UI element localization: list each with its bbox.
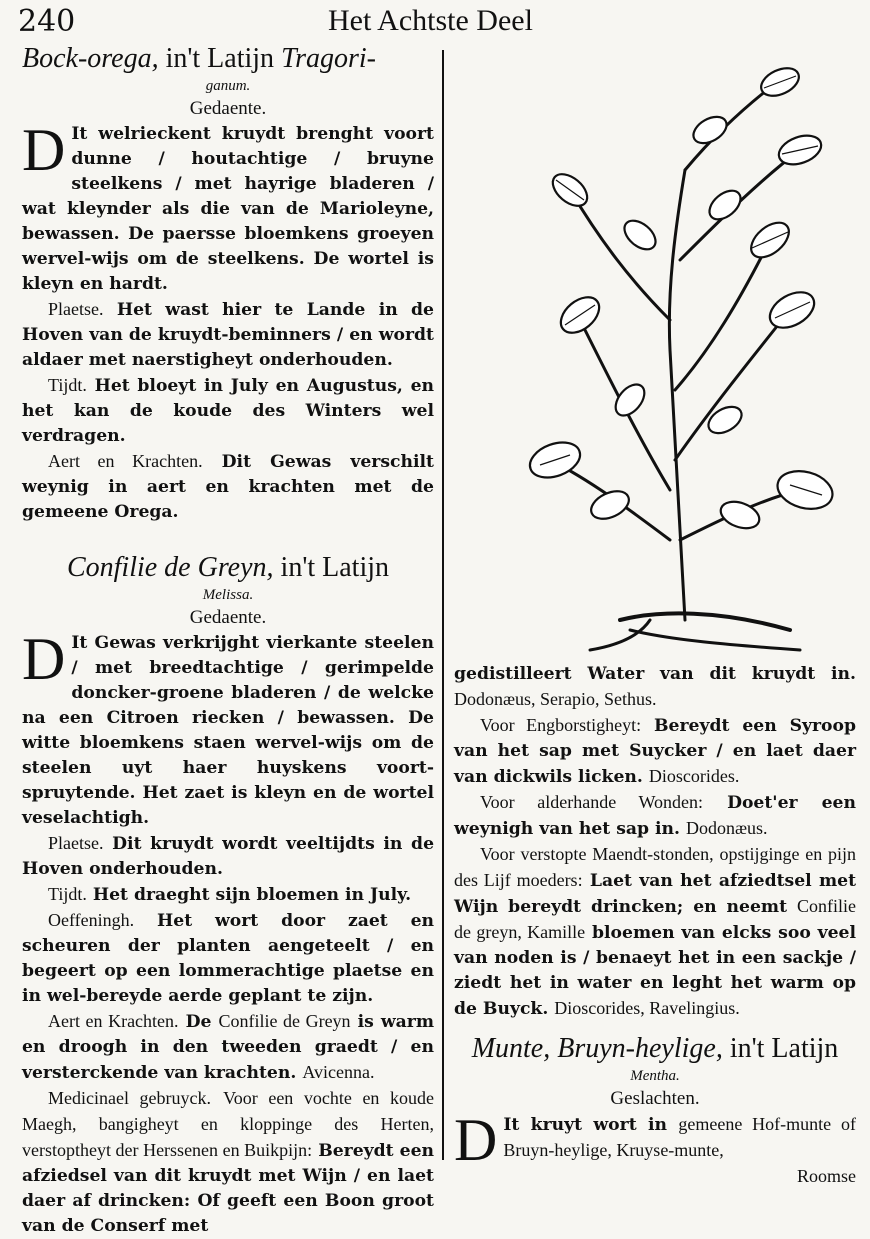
running-title: Het Achtste Deel <box>328 4 533 37</box>
left-column <box>22 42 434 1239</box>
continuation-text: gedistilleert Water van dit kruydt in. <box>454 664 856 684</box>
tijdt-paragraph <box>22 882 434 908</box>
entry-title <box>22 551 434 585</box>
catchword <box>454 1164 856 1190</box>
engborstigheyt-paragraph <box>454 713 856 790</box>
description-roman: gemeene Hof-munte of Bruyn-heylige, Kruyse-munte, <box>503 1114 856 1160</box>
entry-title <box>454 1032 856 1066</box>
maendt-text: Laet van het afziedtsel met Wijn bereydt drincken; en neemt <box>454 871 857 917</box>
plaetse-paragraph <box>22 831 434 882</box>
engborstigheyt-label: Voor Engborstigheyt: <box>480 715 642 735</box>
wonden-paragraph <box>454 790 856 842</box>
section-heading: Geslachten. <box>610 1088 700 1109</box>
section-heading: Gedaente. <box>189 607 267 628</box>
aert-paragraph <box>22 449 434 525</box>
medicinael-paragraph <box>22 1086 434 1239</box>
latin-name: Mentha. <box>630 1068 680 1084</box>
latin-intro: in't Latijn <box>165 43 275 74</box>
aert-text: Dit Gewas verschilt weynig in aert en krachten met de gemeene Orega. <box>22 452 434 522</box>
oeffeningh-label: Oeffeningh. <box>48 910 135 930</box>
plaetse-text: Het wast hier te Lande in de Hoven van de kruydt-beminners / en wordt aldaer met naerstigheyt onderhouden. <box>22 300 434 370</box>
maendt-roman: Confilie de greyn, Kamille <box>454 896 856 942</box>
plaetse-label: Plaetse. <box>48 299 104 319</box>
drop-cap: D <box>22 117 66 183</box>
tijdt-paragraph <box>22 373 434 449</box>
catchword-text: Roomse <box>796 1166 856 1186</box>
aert-name: Confilie de Greyn <box>218 1011 351 1031</box>
column-divider <box>442 50 444 1160</box>
maendt-label: Voor verstopte Maendt-stonden, opstijginge en pijn des Lijf moeders: <box>454 844 856 890</box>
medicinael-roman: Voor een vochte en koude Maegh, bangigheyt en kloppinge des Herten, verstoptheyt der Herssenen en Buikpijn: <box>22 1088 434 1160</box>
aert-label: Aert en Krachten. <box>48 1011 179 1031</box>
page-number: 240 <box>18 4 76 39</box>
description-paragraph <box>22 117 434 297</box>
aert-text: De <box>185 1012 212 1032</box>
right-column <box>454 662 856 1190</box>
citation: Dodonæus. <box>686 818 768 838</box>
aert-paragraph <box>22 1009 434 1086</box>
citation: Dodonæus, Serapio, Sethus. <box>454 689 657 709</box>
description-text: It kruyt wort in <box>503 1115 668 1135</box>
aert-text: is warm en droogh in den tweeden graedt / en versterckende van krachten. <box>22 1012 435 1083</box>
description-paragraph <box>22 626 434 831</box>
entry-title-name: Munte, Bruyn-heylige, <box>471 1033 723 1064</box>
wonden-text: Doet'er een weynigh van het sap in. <box>454 793 856 839</box>
latin-name: Tragori- <box>281 43 376 74</box>
tijdt-text: Het bloeyt in July en Augustus, en het kan de koude des Winters wel verdragen. <box>22 376 434 446</box>
aert-label: Aert en Krachten. <box>48 451 203 471</box>
citation: Avicenna. <box>302 1062 375 1082</box>
plant-woodcut <box>470 60 870 660</box>
plaetse-paragraph <box>22 297 434 373</box>
maendt-paragraph <box>454 842 856 1022</box>
section-heading: Gedaente. <box>189 98 267 119</box>
plaetse-text: Dit kruydt wordt veeltijdts in de Hoven onderhouden. <box>22 834 435 879</box>
oeffeningh-paragraph <box>22 908 434 1009</box>
maendt-text: bloemen van elcks soo veel van noden is / benaeyt het in een sackje / ziedt het in water en leght het warm op de Buyck. <box>454 923 857 1019</box>
latin-name: Melissa. <box>202 587 254 603</box>
medicinael-text: Bereydt een afziedsel van dit kruydt met Wijn / en laet daer af drincken: Of geeft een Boon groot van de Conserf met <box>22 1141 435 1236</box>
entry-title-name: Confilie de Greyn, <box>66 552 274 583</box>
description-text: It welrieckent kruydt brenght voort dunne / houtachtige / bruyne steelkens / met hayrige bladeren / wat kleynder als die van de Marioleyne, bewassen. De paersse bloemkens groeyen wervel-wijs om de steelkens. De wortel is kleyn en hardt. <box>22 124 434 294</box>
entry-title <box>22 42 434 76</box>
citation: Dioscorides, Ravelingius. <box>554 998 740 1018</box>
latin-intro: in't Latijn <box>729 1033 839 1064</box>
latin-intro: in't Latijn <box>280 552 390 583</box>
engborstigheyt-text: Bereydt een Syroop van het sap met Suycker / en laet daer van dickwils licken. <box>454 716 856 787</box>
medicinael-label: Medicinael gebruyck. <box>48 1088 212 1108</box>
tijdt-label: Tijdt. <box>48 375 87 395</box>
tijdt-text: Het draeght sijn bloemen in July. <box>92 885 412 905</box>
drop-cap: D <box>454 1107 498 1173</box>
oeffeningh-text: Het wort door zaet en scheuren der planten aengeteelt / en begeert op een lommerachtige plaetse en in wel-bereyde aerde geplant te zijn. <box>22 911 434 1006</box>
continuation-paragraph <box>454 662 856 713</box>
plaetse-label: Plaetse. <box>48 833 104 853</box>
entry-title-name: Bock-orega, <box>22 43 159 74</box>
description-text: It Gewas verkrijght vierkante steelen / met breedtachtige / gerimpelde doncker-groene bladeren / de welcke na een Citroen riecken / bewassen. De witte bloemkens staen wervel-wijs om de steelen uyt haer huyskens voort-spruytende. Het zaet is kleyn en de wortel veselachtigh. <box>22 633 434 828</box>
latin-name-cont: ganum. <box>205 78 251 94</box>
page-header <box>0 0 870 40</box>
citation: Dioscorides. <box>648 766 740 786</box>
drop-cap: D <box>22 626 66 692</box>
description-paragraph <box>454 1107 856 1173</box>
tijdt-label: Tijdt. <box>48 884 87 904</box>
wonden-label: Voor alderhande Wonden: <box>480 792 703 812</box>
